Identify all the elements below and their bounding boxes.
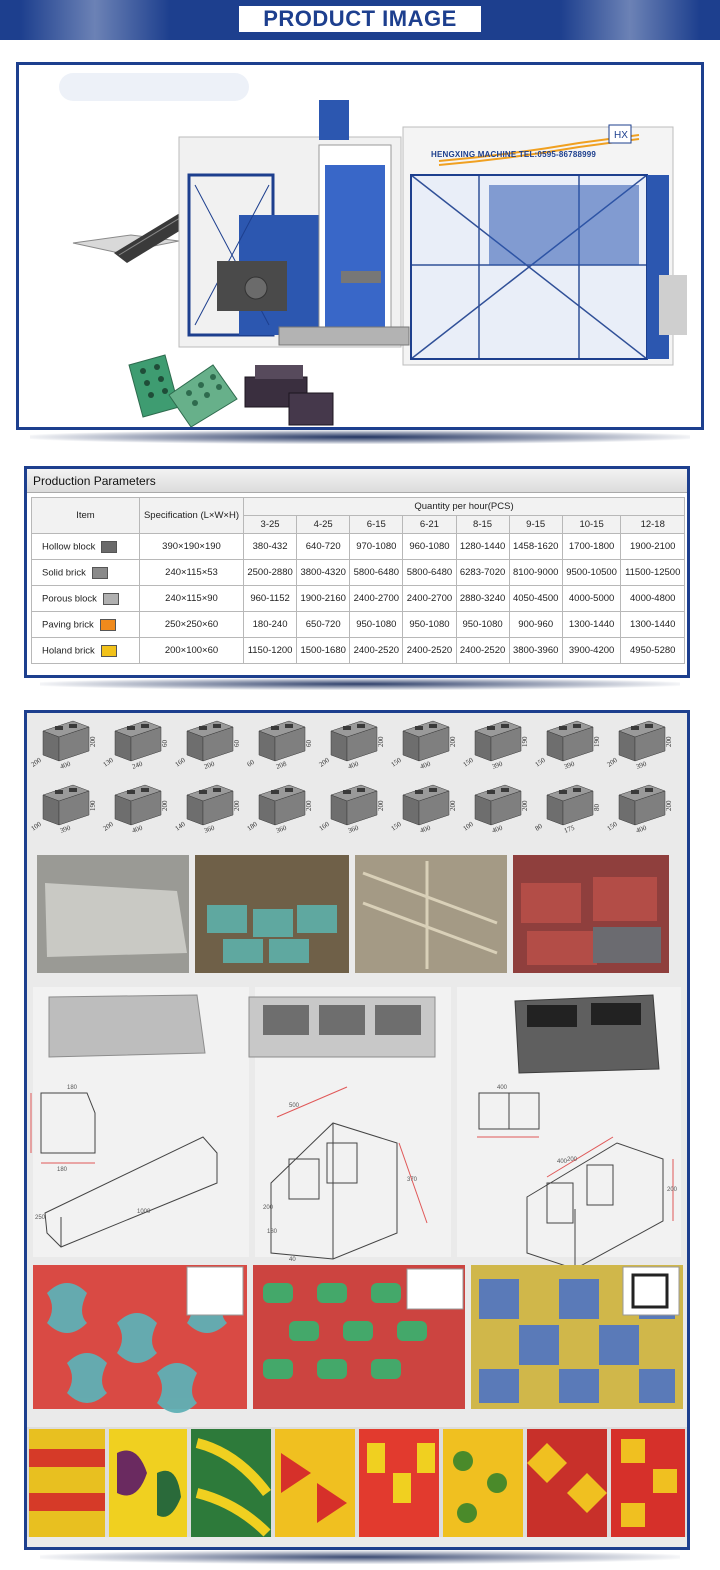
block-diagram xyxy=(246,721,313,771)
drawing-dimension-label: 400 xyxy=(497,1085,508,1091)
block-diagram xyxy=(462,721,529,771)
block-machine-illustration xyxy=(19,65,701,427)
quantity-cell: 4050-4500 xyxy=(509,586,562,612)
block-dimension-label: 400 xyxy=(58,759,72,771)
block-dimension-label: 200 xyxy=(29,756,43,769)
quantity-cell: 3900-4200 xyxy=(562,638,621,664)
block-diagram xyxy=(534,785,601,835)
drawing-dimension-label: 180 xyxy=(267,1229,278,1235)
banner-smudge xyxy=(20,0,170,40)
mould-header: 10-15 xyxy=(562,516,621,534)
header-banner xyxy=(0,0,720,40)
block-diagram xyxy=(30,721,97,771)
block-dimension-label: 200 xyxy=(377,800,385,811)
drawing-dimension-label: 500 xyxy=(289,1103,300,1109)
brick-thumbnail-icon xyxy=(101,541,117,553)
block-dimension-label: 400 xyxy=(346,759,360,771)
item-label: Holand brick xyxy=(42,645,95,657)
drawing-dimension-label: 200 xyxy=(567,1157,578,1163)
quantity-cell: 5800-6480 xyxy=(403,560,456,586)
item-cell xyxy=(32,534,140,560)
quantity-cell: 3800-3960 xyxy=(509,638,562,664)
specification-cell: 200×100×60 xyxy=(140,638,244,664)
mould-header: 8-15 xyxy=(456,516,509,534)
product-gallery-panel xyxy=(24,710,690,1550)
block-dimension-label: 150 xyxy=(533,756,547,769)
params-shadow xyxy=(40,678,680,690)
block-dimension-label: 390 xyxy=(58,823,72,835)
quantity-cell: 8100-9000 xyxy=(509,560,562,586)
item-cell xyxy=(32,560,140,586)
block-dimension-label: 150 xyxy=(605,820,619,833)
block-dimension-label: 160 xyxy=(173,756,187,769)
col-header-quantity: Quantity per hour(PCS) xyxy=(244,498,685,516)
quantity-cell: 960-1080 xyxy=(403,534,456,560)
block-diagram xyxy=(318,785,385,835)
drawing-dimension-label: 250 xyxy=(35,1215,46,1221)
block-dimension-label: 130 xyxy=(101,756,115,769)
banner-smudge xyxy=(560,0,700,40)
quantity-cell: 1500-1680 xyxy=(297,638,350,664)
photo-shadow xyxy=(30,430,690,444)
block-dimension-label: 140 xyxy=(173,820,187,833)
drawing-dimension-label: 200 xyxy=(263,1205,274,1211)
block-dimension-label: 400 xyxy=(634,823,648,835)
item-label: Solid brick xyxy=(42,567,86,579)
table-row xyxy=(32,586,685,612)
block-dimension-label: 200 xyxy=(101,820,115,833)
production-parameters-panel xyxy=(24,466,690,678)
drawing-dimension-label: 40 xyxy=(289,1257,296,1263)
block-dimension-label: 150 xyxy=(461,756,475,769)
block-diagram xyxy=(318,721,385,771)
quantity-cell: 2400-2700 xyxy=(403,586,456,612)
quantity-cell: 2400-2700 xyxy=(350,586,403,612)
block-dimension-label: 200 xyxy=(233,800,241,811)
brick-thumbnail-icon xyxy=(92,567,108,579)
block-diagram xyxy=(102,785,169,835)
block-diagram xyxy=(390,785,457,835)
drawing-dimension-label: 370 xyxy=(407,1177,418,1183)
table-row xyxy=(32,534,685,560)
quantity-cell: 640-720 xyxy=(297,534,350,560)
page-title: PRODUCT IMAGE xyxy=(263,6,457,31)
block-dimension-label: 60 xyxy=(233,740,241,747)
production-parameters-table xyxy=(31,497,685,664)
specification-cell: 240×115×90 xyxy=(140,586,244,612)
item-cell xyxy=(32,638,140,664)
brick-thumbnail-icon xyxy=(100,619,116,631)
params-title: Production Parameters xyxy=(33,474,156,488)
block-diagram xyxy=(102,721,169,771)
block-diagram xyxy=(174,721,241,771)
machine-photo-frame xyxy=(16,62,704,430)
col-header-specification: Specification (L×W×H) xyxy=(140,498,244,534)
block-dimension-label: 360 xyxy=(346,823,360,835)
quantity-cell: 380-432 xyxy=(244,534,297,560)
gallery-shadow xyxy=(40,1550,680,1564)
block-dimension-label: 100 xyxy=(461,820,475,833)
block-dimension-label: 200 xyxy=(305,800,313,811)
svg-text:HX: HX xyxy=(614,130,628,141)
quantity-cell: 2400-2520 xyxy=(456,638,509,664)
quantity-cell: 950-1080 xyxy=(403,612,456,638)
quantity-cell: 1300-1440 xyxy=(562,612,621,638)
quantity-cell: 1280-1440 xyxy=(456,534,509,560)
quantity-cell: 1900-2160 xyxy=(297,586,350,612)
specification-cell: 250×250×60 xyxy=(140,612,244,638)
sample-solid-bricks xyxy=(245,365,333,425)
block-diagram xyxy=(30,785,97,835)
paving-pattern-row xyxy=(33,1265,683,1413)
item-cell xyxy=(32,612,140,638)
block-dimension-label: 60 xyxy=(305,740,313,747)
drawing-dimension-label: 1000 xyxy=(137,1209,151,1215)
block-dimension-label: 400 xyxy=(418,759,432,771)
block-diagram xyxy=(606,721,673,771)
drawing-dimension-label: 200 xyxy=(667,1187,678,1193)
quantity-cell: 1150-1200 xyxy=(244,638,297,664)
block-dimension-label: 400 xyxy=(130,823,144,835)
block-dimension-label: 360 xyxy=(274,823,288,835)
machine-signage: HENGXING MACHINE TEL:0595-86788999 xyxy=(431,150,597,159)
col-header-item: Item xyxy=(32,498,140,534)
block-diagram xyxy=(174,785,241,835)
block-diagram xyxy=(534,721,601,771)
block-dimension-label: 200 xyxy=(605,756,619,769)
block-dimension-label: 190 xyxy=(521,736,529,747)
block-dimension-label: 175 xyxy=(562,823,576,835)
block-dimension-label: 390 xyxy=(634,759,648,771)
block-dimension-label: 60 xyxy=(161,740,169,747)
block-diagram xyxy=(606,785,673,835)
mould-header: 9-15 xyxy=(509,516,562,534)
drawing-dimension-label: 400 xyxy=(557,1159,568,1165)
quantity-cell: 4950-5280 xyxy=(621,638,685,664)
product-gallery xyxy=(27,713,687,1547)
block-dimension-label: 400 xyxy=(418,823,432,835)
block-dimension-label: 240 xyxy=(130,759,144,771)
quantity-cell: 4000-4800 xyxy=(621,586,685,612)
quantity-cell: 2400-2520 xyxy=(403,638,456,664)
block-diagram xyxy=(462,785,529,835)
quantity-cell: 950-1080 xyxy=(350,612,403,638)
block-dimension-label: 150 xyxy=(389,756,403,769)
quantity-cell: 1300-1440 xyxy=(621,612,685,638)
block-dimension-label: 390 xyxy=(562,759,576,771)
quantity-cell: 9500-10500 xyxy=(562,560,621,586)
table-row xyxy=(32,612,685,638)
drawing-dimension-label: 180 xyxy=(67,1085,78,1091)
block-dimension-label: 208 xyxy=(274,759,288,771)
quantity-cell: 2500-2880 xyxy=(244,560,297,586)
sample-porous-block xyxy=(169,365,237,427)
paving-color-strip xyxy=(27,1427,687,1537)
drawing-dimension-label: 180 xyxy=(57,1167,68,1173)
item-label: Paving brick xyxy=(42,619,94,631)
table-row xyxy=(32,638,685,664)
block-dimension-label: 100 xyxy=(29,820,43,833)
mould-header: 4-25 xyxy=(297,516,350,534)
item-label: Hollow block xyxy=(42,541,96,553)
quantity-cell: 1700-1800 xyxy=(562,534,621,560)
site-photo-row xyxy=(37,855,669,973)
block-dimension-label: 200 xyxy=(161,800,169,811)
specification-cell: 390×190×190 xyxy=(140,534,244,560)
quantity-cell: 1458-1620 xyxy=(509,534,562,560)
item-cell xyxy=(32,586,140,612)
block-dimension-label: 400 xyxy=(490,823,504,835)
mould-header: 6-15 xyxy=(350,516,403,534)
params-table-body xyxy=(32,534,685,664)
quantity-cell: 2400-2520 xyxy=(350,638,403,664)
block-dimension-label: 190 xyxy=(593,736,601,747)
quantity-cell: 4000-5000 xyxy=(562,586,621,612)
block-dimension-label: 200 xyxy=(449,736,457,747)
mould-header: 6-21 xyxy=(403,516,456,534)
block-dimension-label: 200 xyxy=(202,759,216,771)
quantity-cell: 650-720 xyxy=(297,612,350,638)
table-row xyxy=(32,560,685,586)
block-dimension-label: 390 xyxy=(490,759,504,771)
block-dimension-label: 200 xyxy=(521,800,529,811)
quantity-cell: 5800-6480 xyxy=(350,560,403,586)
block-dimension-label: 60 xyxy=(245,758,256,769)
block-dimension-label: 190 xyxy=(89,800,97,811)
quantity-cell: 2880-3240 xyxy=(456,586,509,612)
block-dimension-label: 150 xyxy=(389,820,403,833)
quantity-cell: 180-240 xyxy=(244,612,297,638)
block-diagram xyxy=(390,721,457,771)
block-dimension-label: 180 xyxy=(245,820,259,833)
block-dimension-label: 200 xyxy=(317,756,331,769)
block-drawings xyxy=(31,987,681,1269)
block-dimension-label: 80 xyxy=(593,804,601,811)
params-header-bar xyxy=(27,469,687,493)
sample-hollow-block xyxy=(129,355,179,417)
quantity-cell: 970-1080 xyxy=(350,534,403,560)
block-dimension-label: 200 xyxy=(89,736,97,747)
quantity-cell: 3800-4320 xyxy=(297,560,350,586)
block-diagram xyxy=(246,785,313,835)
item-label: Porous block xyxy=(42,593,97,605)
brick-thumbnail-icon xyxy=(101,645,117,657)
quantity-cell: 6283-7020 xyxy=(456,560,509,586)
block-dimension-label: 200 xyxy=(665,800,673,811)
block-dimension-label: 200 xyxy=(665,736,673,747)
quantity-cell: 1900-2100 xyxy=(621,534,685,560)
block-dimension-label: 160 xyxy=(317,820,331,833)
mould-header: 12-18 xyxy=(621,516,685,534)
quantity-cell: 900-960 xyxy=(509,612,562,638)
specification-cell: 240×115×53 xyxy=(140,560,244,586)
quantity-cell: 960-1152 xyxy=(244,586,297,612)
block-dimension-label: 200 xyxy=(377,736,385,747)
mould-header: 3-25 xyxy=(244,516,297,534)
block-dimension-label: 360 xyxy=(202,823,216,835)
quantity-cell: 950-1080 xyxy=(456,612,509,638)
brick-thumbnail-icon xyxy=(103,593,119,605)
quantity-cell: 11500-12500 xyxy=(621,560,685,586)
banner-title-box xyxy=(237,4,483,34)
block-dimension-label: 200 xyxy=(449,800,457,811)
block-dimension-label: 80 xyxy=(533,822,544,833)
